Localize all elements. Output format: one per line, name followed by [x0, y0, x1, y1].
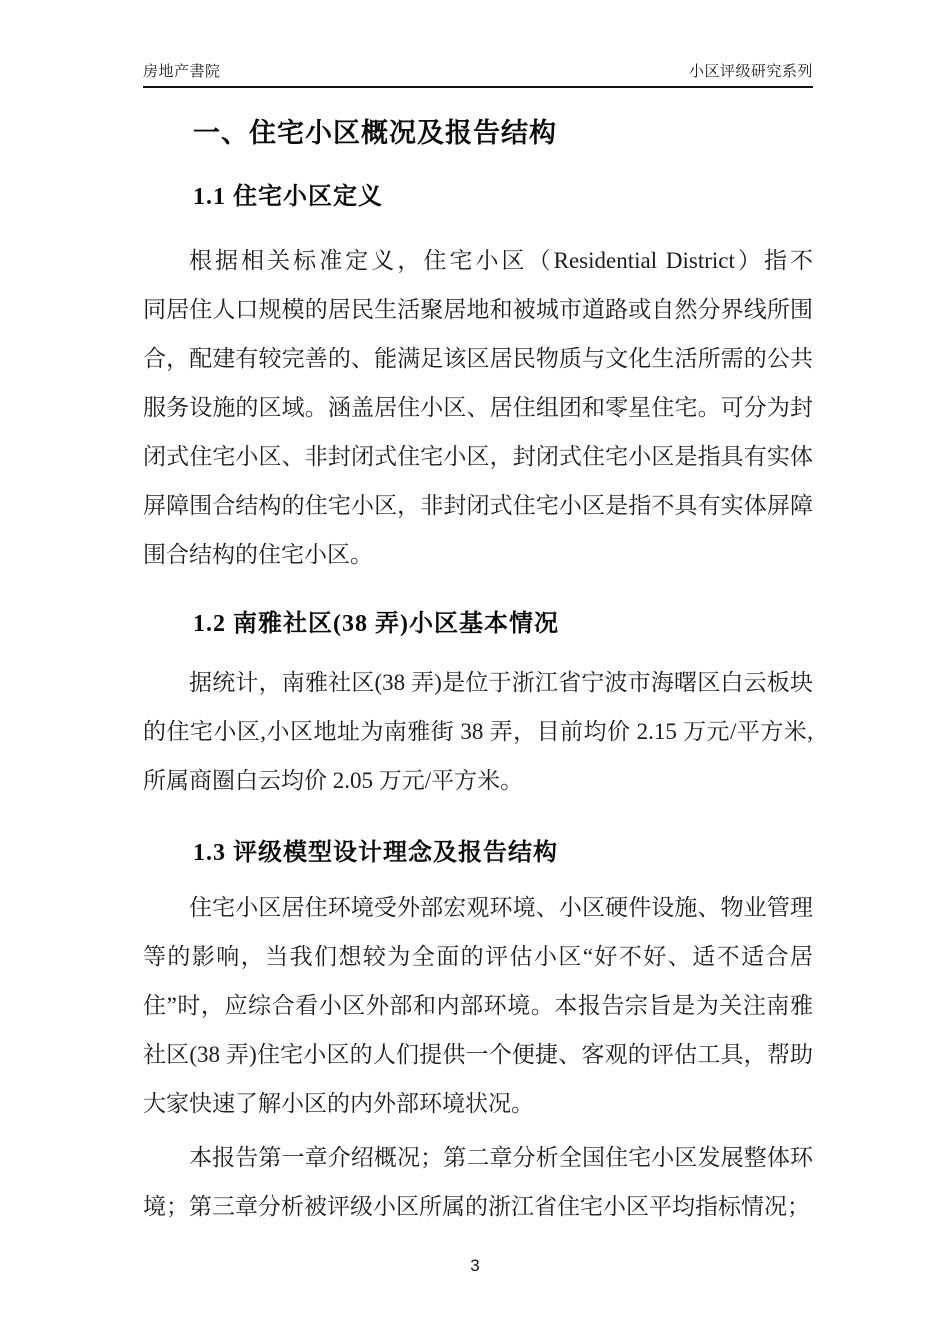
page-header [143, 60, 813, 88]
paragraph-line: 闭式住宅小区、非封闭式住宅小区，封闭式住宅小区是指具有实体 [143, 444, 813, 469]
header-right-text: 小区评级研究系列 [688, 63, 813, 80]
paragraph-line: 据统计，南雅社区(38 弄)是位于浙江省宁波市海曙区白云板块 [189, 670, 813, 695]
paragraph-line: 大家快速了解小区的内外部环境状况。 [143, 1091, 534, 1116]
paragraph-line: 等的影响，当我们想较为全面的评估小区“好不好、适不适合居 [143, 944, 813, 969]
paragraph-report-structure [143, 1133, 813, 1231]
section-heading-1-2: 1.2 南雅社区(38 弄)小区基本情况 [193, 611, 559, 637]
document-title: 一、住宅小区概况及报告结构 [193, 118, 557, 148]
paragraph-line: 社区(38 弄)住宅小区的人们提供一个便捷、客观的评估工具，帮助 [143, 1042, 813, 1067]
section-heading-1-1: 1.1 住宅小区定义 [193, 184, 383, 210]
section-heading-1-3: 1.3 评级模型设计理念及报告结构 [193, 840, 558, 866]
paragraph-basic-info [143, 658, 813, 805]
paragraph-line: 所属商圈白云均价 2.05 万元/平方米。 [143, 768, 524, 793]
header-left-text: 房地产書院 [143, 63, 221, 80]
paragraph-line: 根据相关标准定义，住宅小区（Residential District）指不 [189, 248, 813, 273]
paragraph-line: 的住宅小区,小区地址为南雅街 38 弄，目前均价 2.15 万元/平方米, [143, 719, 813, 744]
paragraph-line: 住宅小区居住环境受外部宏观环境、小区硬件设施、物业管理 [189, 895, 813, 920]
paragraph-line: 围合结构的住宅小区。 [143, 542, 373, 567]
paragraph-line: 合，配建有较完善的、能满足该区居民物质与文化生活所需的公共 [143, 346, 813, 371]
page-number: 3 [470, 1256, 480, 1275]
paragraph-line: 屏障围合结构的住宅小区，非封闭式住宅小区是指不具有实体屏障 [143, 493, 813, 518]
paragraph-line: 境；第三章分析被评级小区所属的浙江省住宅小区平均指标情况； [143, 1194, 810, 1219]
paragraph-line: 服务设施的区域。涵盖居住小区、居住组团和零星住宅。可分为封 [143, 395, 813, 420]
paragraph-line: 住”时，应综合看小区外部和内部环境。本报告宗旨是为关注南雅 [143, 993, 813, 1018]
paragraph-rating-concept [143, 883, 813, 1128]
page-footer [0, 1256, 950, 1276]
paragraph-definition [143, 236, 813, 579]
paragraph-line: 同居住人口规模的居民生活聚居地和被城市道路或自然分界线所围 [143, 297, 813, 322]
paragraph-line: 本报告第一章介绍概况；第二章分析全国住宅小区发展整体环 [189, 1145, 813, 1170]
